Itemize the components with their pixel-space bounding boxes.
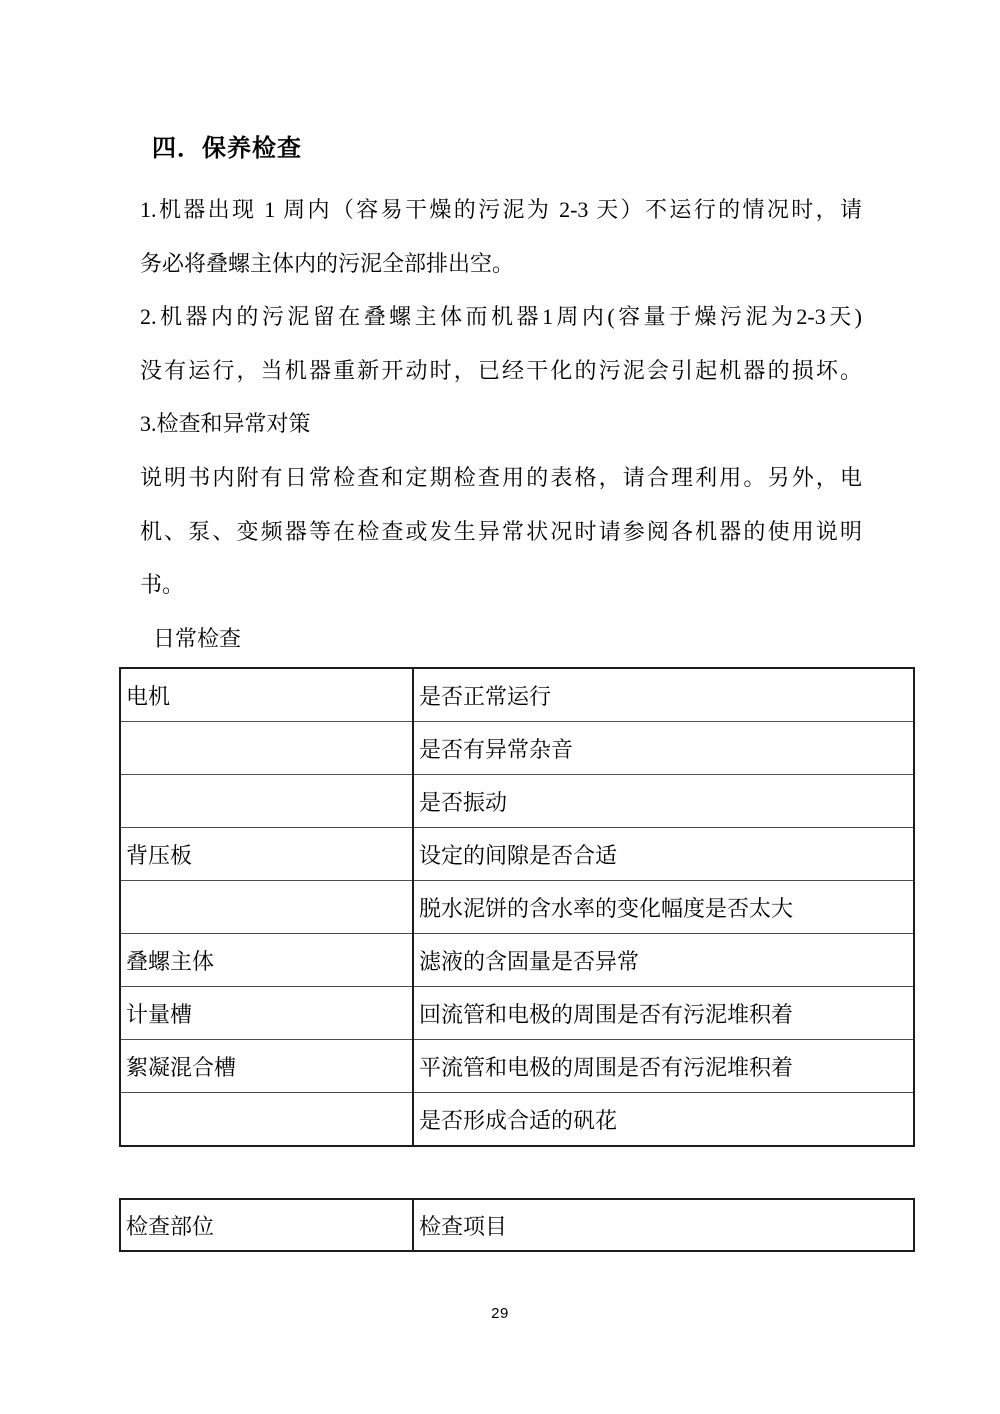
body-text [140, 183, 862, 665]
item-cell: 是否形成合适的矾花 [413, 1093, 914, 1147]
table-row [120, 934, 914, 987]
part-cell: 叠螺主体 [120, 934, 413, 987]
body-line: 2.机器内的污泥留在叠螺主体而机器1周内(容量于燥污泥为2-3天) [140, 304, 862, 330]
table-row [120, 1040, 914, 1093]
item-cell: 回流管和电极的周围是否有污泥堆积着 [413, 987, 914, 1040]
part-cell [120, 1093, 413, 1147]
table-row [120, 668, 914, 722]
daily-check-table [119, 667, 915, 1147]
part-cell [120, 722, 413, 775]
table-row [120, 1199, 914, 1251]
item-cell: 滤液的含固量是否异常 [413, 934, 914, 987]
table-row [120, 881, 914, 934]
item-cell: 设定的间隙是否合适 [413, 828, 914, 881]
daily-check-label: 日常检查 [153, 625, 242, 651]
section-heading: 四．保养检查 [152, 136, 302, 162]
part-cell [120, 775, 413, 828]
part-cell: 背压板 [120, 828, 413, 881]
item-cell: 平流管和电极的周围是否有污泥堆积着 [413, 1040, 914, 1093]
body-line: 3.检查和异常对策 [140, 411, 311, 437]
item-cell: 是否振动 [413, 775, 914, 828]
page-number: 29 [491, 1305, 509, 1322]
table-row [120, 987, 914, 1040]
part-cell: 絮凝混合槽 [120, 1040, 413, 1093]
body-line: 1.机器出现 1 周内（容易干燥的污泥为 2-3 天）不运行的情况时，请 [140, 197, 862, 222]
check-header-table [119, 1198, 915, 1252]
check-part-header: 检查部位 [120, 1199, 413, 1251]
body-line: 务必将叠螺主体内的污泥全部排出空。 [140, 250, 515, 276]
item-cell: 脱水泥饼的含水率的变化幅度是否太大 [413, 881, 914, 934]
body-line: 没有运行，当机器重新开动时，已经干化的污泥会引起机器的损坏。 [140, 357, 862, 383]
table-row [120, 1093, 914, 1147]
part-cell: 计量槽 [120, 987, 413, 1040]
item-cell: 是否有异常杂音 [413, 722, 914, 775]
body-line: 书。 [140, 572, 185, 598]
part-cell: 电机 [120, 668, 413, 722]
item-cell: 是否正常运行 [413, 668, 914, 722]
table-row [120, 775, 914, 828]
table-row [120, 828, 914, 881]
part-cell [120, 881, 413, 934]
table-row [120, 722, 914, 775]
body-line: 说明书内附有日常检查和定期检查用的表格，请合理利用。另外，电 [140, 464, 862, 490]
body-line: 机、泵、变频器等在检查或发生异常状况时请参阅各机器的使用说明 [140, 518, 862, 544]
check-item-header: 检查项目 [413, 1199, 914, 1251]
